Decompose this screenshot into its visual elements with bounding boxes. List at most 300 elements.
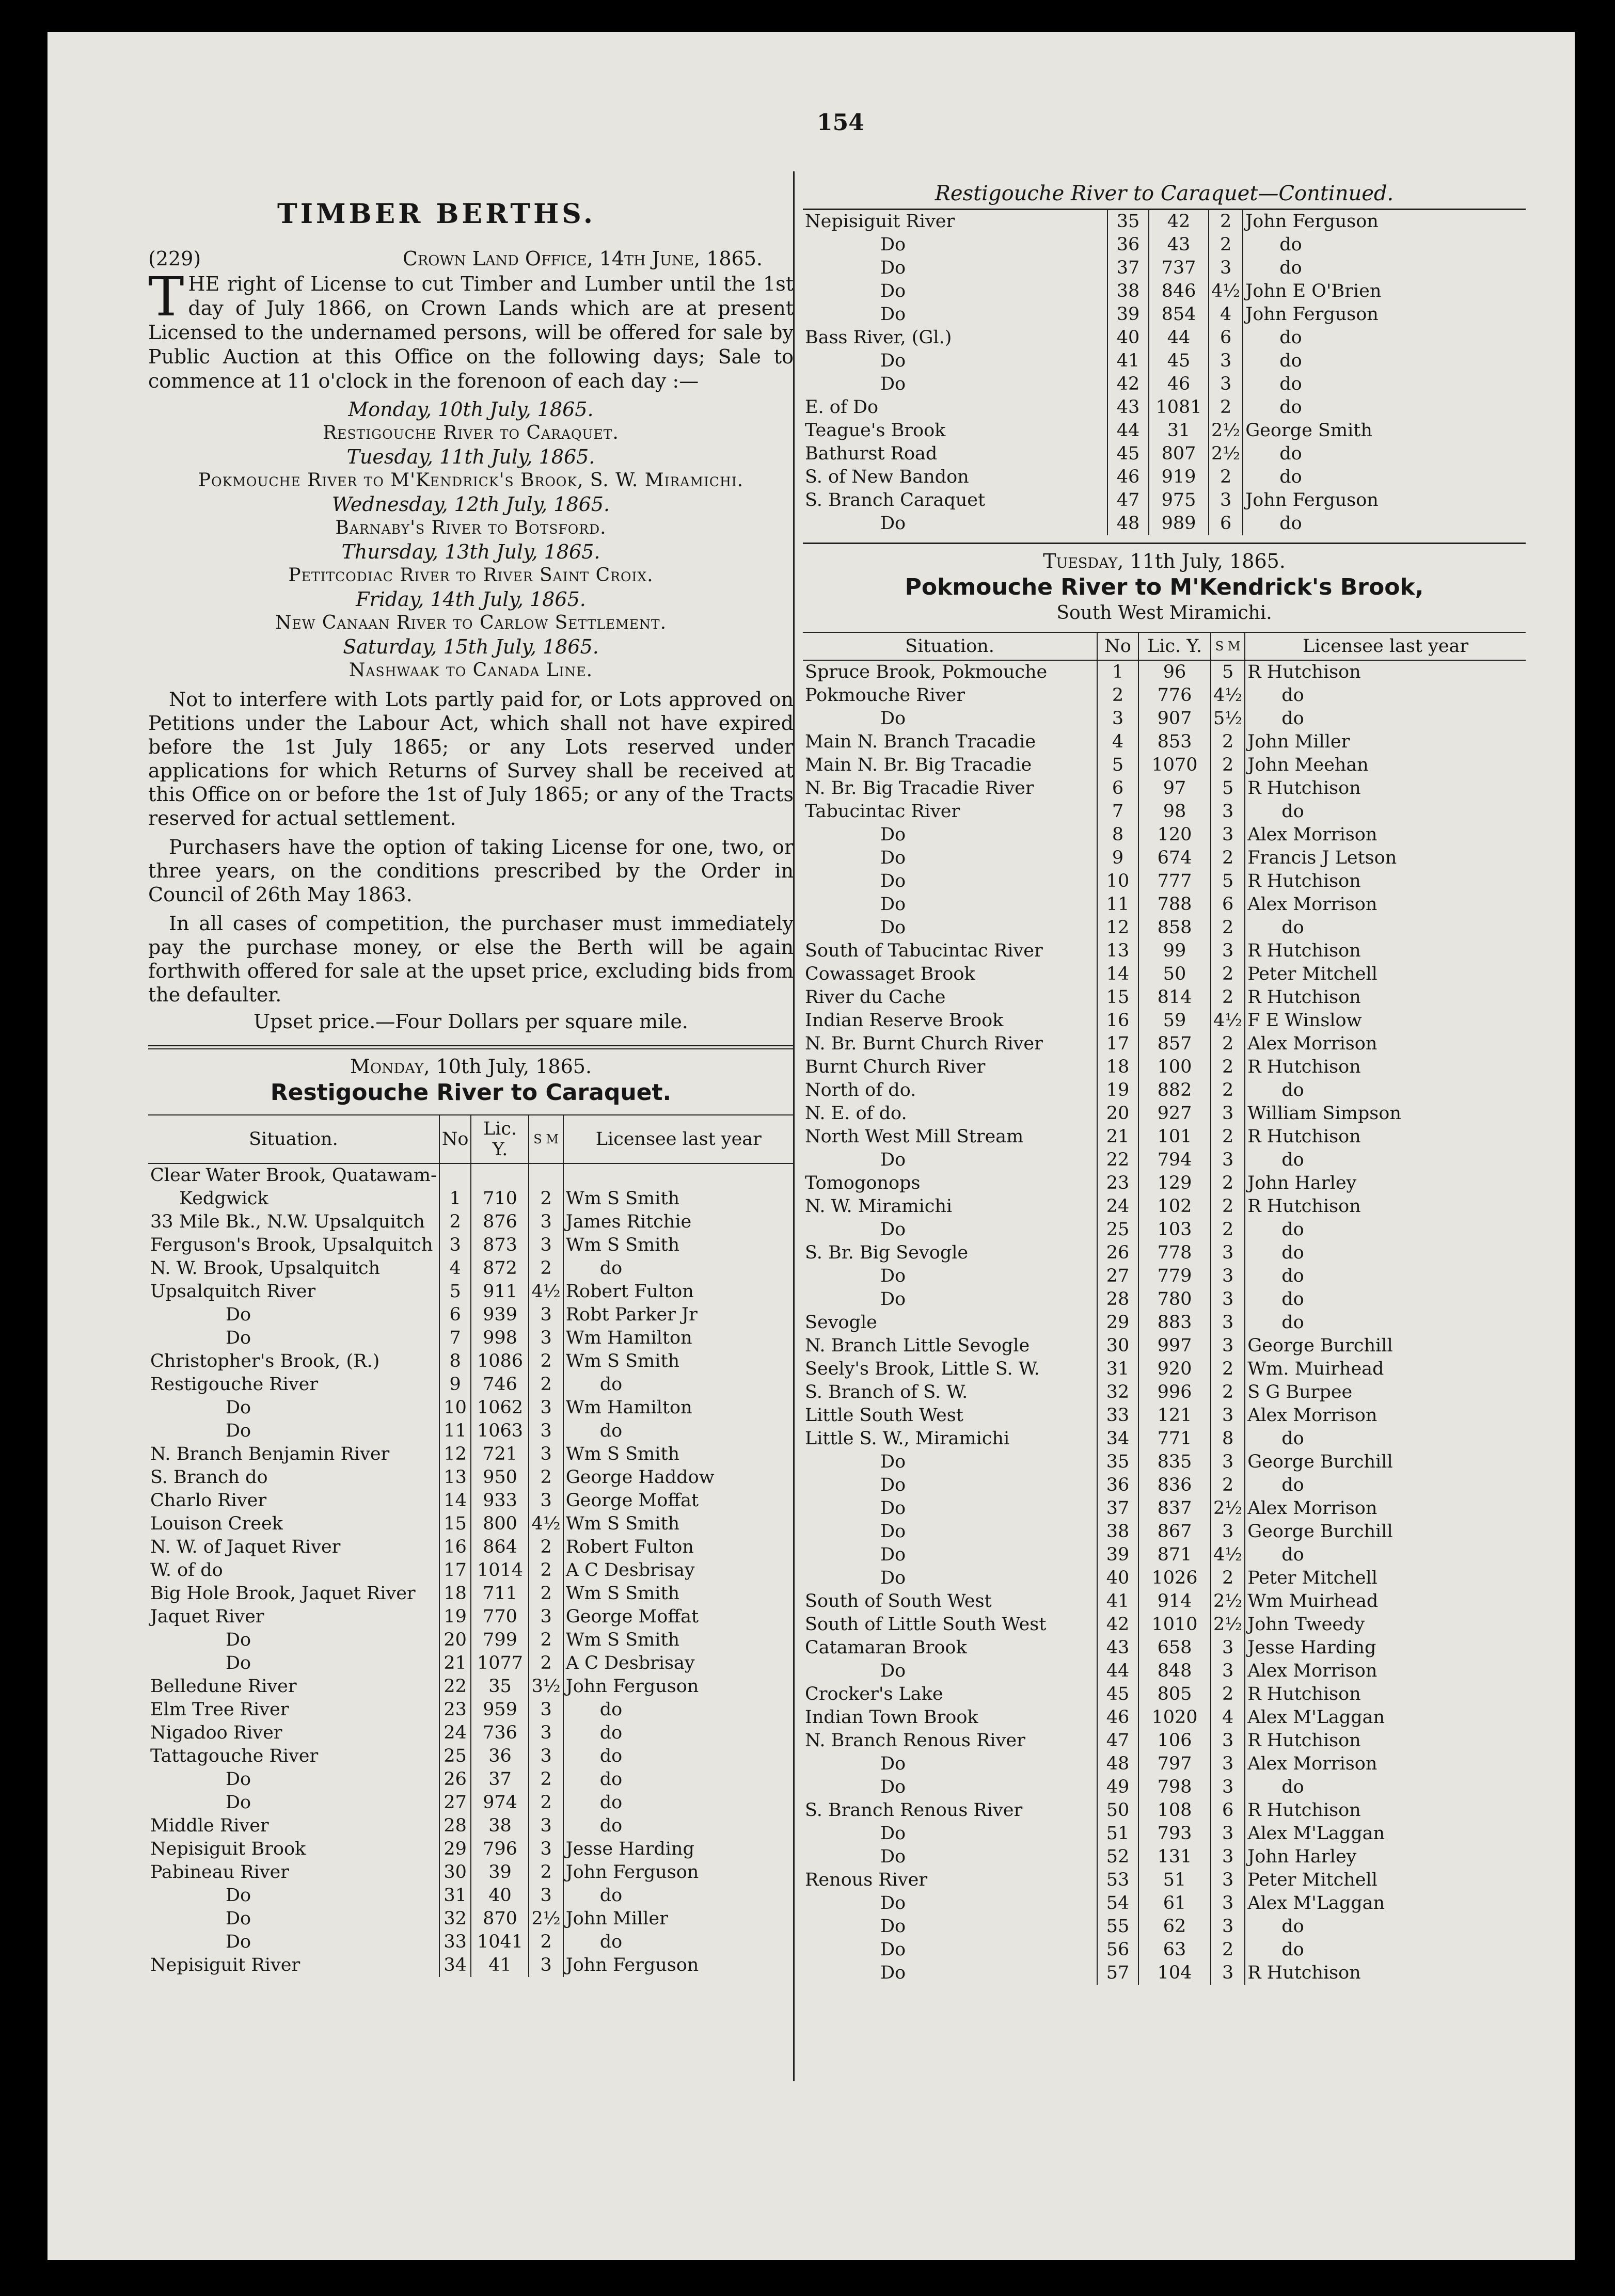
square-miles-cell: 2 [1211, 1358, 1245, 1381]
license-year-cell: 737 [1149, 257, 1209, 280]
square-miles-cell: 4½ [1211, 1543, 1245, 1567]
situation-cell: Do [880, 1939, 906, 1960]
column-header-no: No [1097, 632, 1138, 660]
license-year-cell: 919 [1149, 466, 1209, 489]
number-cell: 6 [439, 1303, 471, 1327]
license-year-cell: 1081 [1149, 396, 1209, 419]
table-row [803, 1683, 1526, 1706]
square-miles-cell: 3 [529, 1489, 563, 1512]
license-year-cell: 102 [1138, 1195, 1211, 1218]
column-header-lic: Lic. Y. [471, 1115, 529, 1163]
table-row [803, 1915, 1526, 1938]
table-row [803, 1195, 1526, 1218]
square-miles-cell: 2 [1211, 1381, 1245, 1404]
licensee-cell: do [1245, 1474, 1526, 1497]
table-row [803, 419, 1526, 442]
situation-cell: Do [880, 281, 906, 301]
square-miles-cell: 3 [529, 1884, 563, 1907]
license-year-cell: 794 [1138, 1149, 1211, 1172]
number-cell: 38 [1097, 1520, 1138, 1543]
licensee-cell: do [563, 1814, 794, 1838]
license-year-cell: 710 [471, 1187, 529, 1210]
right-column [803, 151, 1526, 1985]
sale-schedule [148, 397, 794, 682]
number-cell: 7 [439, 1327, 471, 1350]
number-cell: 51 [1097, 1822, 1138, 1845]
square-miles-cell: 2 [1211, 1195, 1245, 1218]
square-miles-cell: 3 [529, 1814, 563, 1838]
license-year-cell: 45 [1149, 349, 1209, 373]
square-miles-cell: 3 [1211, 1845, 1245, 1869]
table-row [803, 489, 1526, 512]
license-year-cell: 778 [1138, 1241, 1211, 1265]
licensee-cell: Wm Hamilton [563, 1327, 794, 1350]
number-cell: 21 [1097, 1125, 1138, 1149]
situation-cell: N. Br. Burnt Church River [805, 1033, 1043, 1054]
left-column [148, 151, 794, 1977]
situation-cell: Do [880, 1823, 906, 1844]
square-miles-cell: 2 [529, 1350, 563, 1373]
number-cell: 16 [1097, 1009, 1138, 1032]
table-row [803, 986, 1526, 1009]
square-miles-cell: 3 [1209, 489, 1243, 512]
section-heading: TIMBER BERTHS. [277, 198, 596, 230]
number-cell: 40 [1107, 326, 1149, 349]
licensee-cell: do [1245, 1915, 1526, 1938]
table-row [148, 1512, 794, 1536]
square-miles-cell: 5 [1211, 660, 1245, 684]
situation-cell: Do [880, 894, 906, 915]
license-year-cell: 36 [471, 1745, 529, 1768]
licensee-cell: do [1245, 1149, 1526, 1172]
number-cell: 41 [1097, 1590, 1138, 1613]
square-miles-cell: 4½ [529, 1512, 563, 1536]
square-miles-cell: 3 [1211, 1822, 1245, 1845]
license-year-cell: 1020 [1138, 1706, 1211, 1729]
license-year-cell: 998 [471, 1327, 529, 1350]
table-row [803, 847, 1526, 870]
licensee-cell: Wm S Smith [563, 1512, 794, 1536]
table-row [148, 1234, 794, 1257]
number-cell: 19 [439, 1605, 471, 1629]
licensee-cell: do [1243, 349, 1526, 373]
situation-cell: Tomogonops [805, 1173, 921, 1193]
license-year-cell: 1086 [471, 1350, 529, 1373]
table-body [803, 660, 1526, 1985]
number-cell: 14 [439, 1489, 471, 1512]
license-year-cell: 848 [1138, 1660, 1211, 1683]
square-miles-cell: 3 [529, 1327, 563, 1350]
notice-text: HE right of License to cut Timber and Lumber until the 1st day of July 1866, on Crown Lands which are at present Licensed to the undernamed persons, will be offered for sale by Public Auction at this Office on the following days; Sale to commence at 11 o'clock in the forenoon of each day :— [148, 273, 794, 392]
square-miles-cell: 3 [1209, 257, 1243, 280]
situation-cell: Do [880, 1568, 906, 1588]
licensee-cell: do [1243, 396, 1526, 419]
license-year-cell: 907 [1138, 707, 1211, 730]
license-year-cell: 1077 [471, 1652, 529, 1675]
license-year-cell: 776 [1138, 684, 1211, 707]
number-cell: 30 [1097, 1334, 1138, 1358]
table-row [803, 1590, 1526, 1613]
situation-cell: Do [880, 1544, 906, 1565]
situation-cell: Do [226, 1328, 251, 1348]
license-year-cell: 97 [1138, 777, 1211, 800]
square-miles-cell: 4½ [1211, 684, 1245, 707]
number-cell: 32 [439, 1907, 471, 1931]
table-row [803, 893, 1526, 916]
square-miles-cell: 3 [1211, 823, 1245, 847]
number-cell: 43 [1107, 396, 1149, 419]
situation-cell: E. of Do [805, 397, 879, 418]
square-miles-cell: 2 [529, 1652, 563, 1675]
square-miles-cell: 4½ [529, 1280, 563, 1303]
license-year-cell: 35 [471, 1675, 529, 1698]
license-year-cell: 37 [471, 1768, 529, 1791]
license-year-cell: 989 [1149, 512, 1209, 535]
licensee-cell: Jesse Harding [563, 1838, 794, 1861]
license-year-cell: 40 [471, 1884, 529, 1907]
license-year-cell: 864 [471, 1536, 529, 1559]
licensee-cell: Wm S Smith [563, 1234, 794, 1257]
licensee-cell: John Ferguson [1243, 489, 1526, 512]
square-miles-cell: 2 [1211, 1683, 1245, 1706]
square-miles-cell: 2 [1211, 1079, 1245, 1102]
square-miles-cell: 3 [1211, 1660, 1245, 1683]
number-cell: 1 [439, 1187, 471, 1210]
license-year-cell: 959 [471, 1698, 529, 1721]
table-row [803, 1938, 1526, 1962]
license-year-cell: 1062 [471, 1396, 529, 1420]
square-miles-cell: 2 [529, 1931, 563, 1954]
square-miles-cell: 2 [529, 1536, 563, 1559]
licensee-cell: do [1243, 442, 1526, 466]
licensee-cell: Wm Muirhead [1245, 1590, 1526, 1613]
number-cell: 37 [1107, 257, 1149, 280]
table-row [148, 1675, 794, 1698]
situation-cell: Do [880, 871, 906, 891]
license-year-cell: 62 [1138, 1915, 1211, 1938]
square-miles-cell: 6 [1211, 1799, 1245, 1822]
number-cell: 21 [439, 1652, 471, 1675]
number-cell: 8 [439, 1350, 471, 1373]
licensee-cell: John Ferguson [1243, 210, 1526, 234]
number-cell: 5 [439, 1280, 471, 1303]
number-cell: 22 [439, 1675, 471, 1698]
continued-title: Restigouche River to Caraquet—Continued. [935, 182, 1394, 205]
licensee-cell: do [1243, 233, 1526, 257]
license-year-cell: 38 [471, 1814, 529, 1838]
license-year-cell: 674 [1138, 847, 1211, 870]
situation-cell: N. W. Brook, Upsalquitch [150, 1258, 381, 1279]
square-miles-cell: 2 [1209, 466, 1243, 489]
license-year-cell: 871 [1138, 1543, 1211, 1567]
square-miles-cell: 2 [529, 1373, 563, 1396]
license-year-cell: 100 [1138, 1056, 1211, 1079]
square-miles-cell: 2 [1211, 1567, 1245, 1590]
license-year-cell: 914 [1138, 1590, 1211, 1613]
number-cell: 5 [1097, 754, 1138, 777]
table-body [148, 1163, 794, 1977]
licensee-cell: R Hutchison [1245, 777, 1526, 800]
licensee-cell: do [563, 1420, 794, 1443]
square-miles-cell: 3 [529, 1954, 563, 1977]
table-row [803, 396, 1526, 419]
licensee-cell: do [563, 1721, 794, 1745]
licensee-cell: do [1245, 1265, 1526, 1288]
number-cell: 34 [439, 1954, 471, 1977]
table-row [148, 1396, 794, 1420]
situation-cell: Do [880, 1963, 906, 1983]
situation-cell: Middle River [150, 1815, 269, 1836]
square-miles-cell: 2½ [529, 1907, 563, 1931]
situation-cell: Do [880, 1753, 906, 1774]
licensee-cell: do [1245, 1938, 1526, 1962]
situation-cell: Do [880, 1893, 906, 1914]
square-miles-cell: 3 [1209, 349, 1243, 373]
table-row [148, 1838, 794, 1861]
situation-cell: Restigouche River [150, 1374, 319, 1395]
situation-cell: N. W. Miramichi [805, 1196, 953, 1217]
number-cell: 14 [1097, 963, 1138, 986]
licensee-cell: Alex Morrison [1245, 1497, 1526, 1520]
number-cell: 3 [1097, 707, 1138, 730]
situation-cell: Louison Creek [150, 1513, 283, 1534]
licensee-cell: do [563, 1768, 794, 1791]
square-miles-cell: 3 [1209, 373, 1243, 396]
square-miles-cell: 2 [1211, 1474, 1245, 1497]
situation-cell: N. Branch Benjamin River [150, 1444, 390, 1464]
licensee-cell: John E O'Brien [1243, 280, 1526, 303]
table-row [803, 257, 1526, 280]
number-cell: 36 [1097, 1474, 1138, 1497]
table-row [148, 1768, 794, 1791]
number-cell: 15 [1097, 986, 1138, 1009]
license-year-cell: 920 [1138, 1358, 1211, 1381]
situation-cell: Little South West [805, 1405, 963, 1426]
square-miles-cell: 2½ [1209, 442, 1243, 466]
square-miles-cell: 2 [1209, 233, 1243, 257]
square-miles-cell: 2 [529, 1582, 563, 1605]
square-miles-cell: 3 [529, 1303, 563, 1327]
licensee-cell: John Harley [1245, 1172, 1526, 1195]
number-cell: 31 [1097, 1358, 1138, 1381]
number-cell: 10 [439, 1396, 471, 1420]
licensee-cell: A C Desbrisay [563, 1652, 794, 1675]
number-cell: 13 [439, 1466, 471, 1489]
number-cell: 24 [1097, 1195, 1138, 1218]
licensee-cell: R Hutchison [1245, 870, 1526, 893]
square-miles-cell: 3 [1211, 1869, 1245, 1892]
table-body [803, 210, 1526, 536]
square-miles-cell: 3 [1211, 1265, 1245, 1288]
license-year-cell: 777 [1138, 870, 1211, 893]
situation-cell: Do [226, 1397, 251, 1418]
licensee-cell: R Hutchison [1245, 1962, 1526, 1985]
license-year-cell: 43 [1149, 233, 1209, 257]
square-miles-cell: 2 [1211, 963, 1245, 986]
number-cell: 16 [439, 1536, 471, 1559]
number-cell: 1 [1097, 660, 1138, 684]
situation-cell: Tabucintac River [805, 801, 960, 822]
situation-cell: Nepisiguit Brook [150, 1839, 306, 1859]
situation-cell: Do [880, 824, 906, 845]
column-header-licensee: Licensee last year [1245, 632, 1526, 660]
situation-cell: S. Branch Caraquet [805, 490, 986, 511]
square-miles-cell: 2 [1211, 1218, 1245, 1241]
situation-cell: 33 Mile Bk., N.W. Upsalquitch [150, 1211, 425, 1232]
licensee-cell: do [1245, 1427, 1526, 1450]
square-miles-cell: 4 [1209, 303, 1243, 326]
licensee-cell: do [1245, 1218, 1526, 1241]
situation-cell: Catamaran Brook [805, 1637, 967, 1658]
license-year-cell [471, 1163, 529, 1187]
licensee-cell: F E Winslow [1245, 1009, 1526, 1032]
license-year-cell: 771 [1138, 1427, 1211, 1450]
berths-table-restigouche [148, 1114, 794, 1977]
number-cell: 26 [1097, 1241, 1138, 1265]
square-miles-cell: 3 [1211, 1102, 1245, 1125]
number-cell: 32 [1097, 1381, 1138, 1404]
number-cell: 41 [1107, 349, 1149, 373]
square-miles-cell: 2 [1211, 1938, 1245, 1962]
licensee-cell: do [1245, 800, 1526, 823]
square-miles-cell: 3 [529, 1838, 563, 1861]
licensee-cell: do [1245, 1241, 1526, 1265]
column-header-lic: Lic. Y. [1138, 632, 1211, 660]
situation-cell: Little S. W., Miramichi [805, 1428, 1010, 1449]
number-cell: 46 [1107, 466, 1149, 489]
situation-cell: Clear Water Brook, Quatawam- [150, 1165, 437, 1186]
licensee-cell: do [1243, 512, 1526, 535]
square-miles-cell: 3 [1211, 1450, 1245, 1474]
license-year-cell: 996 [1138, 1381, 1211, 1404]
licensee-cell: John Meehan [1245, 754, 1526, 777]
table-row [148, 1489, 794, 1512]
situation-cell: S. of New Bandon [805, 467, 969, 487]
license-year-cell: 61 [1138, 1892, 1211, 1915]
table-row [803, 1149, 1526, 1172]
number-cell: 46 [1097, 1706, 1138, 1729]
situation-cell: Bass River, (Gl.) [805, 327, 952, 348]
license-year-cell: 31 [1149, 419, 1209, 442]
square-miles-cell: 3 [1211, 1752, 1245, 1776]
situation-cell: Belledune River [150, 1676, 297, 1697]
square-miles-cell: 2 [1211, 1032, 1245, 1056]
license-year-cell: 1014 [471, 1559, 529, 1582]
table-row [148, 1907, 794, 1931]
page-number: 154 [817, 109, 864, 136]
number-cell: 13 [1097, 939, 1138, 963]
number-cell: 11 [439, 1420, 471, 1443]
licensee-cell [563, 1163, 794, 1187]
licensee-cell: John Harley [1245, 1845, 1526, 1869]
number-cell: 47 [1097, 1729, 1138, 1752]
license-year-cell: 50 [1138, 963, 1211, 986]
square-miles-cell: 2½ [1209, 419, 1243, 442]
table-row [803, 303, 1526, 326]
number-cell: 29 [439, 1838, 471, 1861]
licensee-cell: Wm Hamilton [563, 1396, 794, 1420]
square-miles-cell: 2 [529, 1559, 563, 1582]
license-year-cell: 933 [471, 1489, 529, 1512]
situation-cell: Do [880, 1498, 906, 1519]
office-line: Crown Land Office, 14th June, 1865. [402, 247, 763, 270]
license-year-cell: 711 [471, 1582, 529, 1605]
licensee-cell: Robert Fulton [563, 1280, 794, 1303]
license-year-cell: 1026 [1138, 1567, 1211, 1590]
square-miles-cell: 3 [529, 1745, 563, 1768]
number-cell: 26 [439, 1768, 471, 1791]
number-cell: 17 [1097, 1032, 1138, 1056]
table-row [803, 1474, 1526, 1497]
table-row [148, 1280, 794, 1303]
square-miles-cell: 6 [1209, 512, 1243, 535]
licensee-cell: George Burchill [1245, 1450, 1526, 1474]
licensee-cell: Wm S Smith [563, 1350, 794, 1373]
license-year-cell: 39 [471, 1861, 529, 1884]
license-year-cell: 805 [1138, 1683, 1211, 1706]
square-miles-cell: 3 [1211, 1892, 1245, 1915]
square-miles-cell: 4½ [1211, 1009, 1245, 1032]
license-year-cell: 854 [1149, 303, 1209, 326]
number-cell: 52 [1097, 1845, 1138, 1869]
situation-cell: Pokmouche River [805, 685, 965, 706]
square-miles-cell: 3 [529, 1605, 563, 1629]
number-cell: 33 [1097, 1404, 1138, 1427]
square-miles-cell: 3 [529, 1721, 563, 1745]
licensee-cell: William Simpson [1245, 1102, 1526, 1125]
table-row [803, 1799, 1526, 1822]
license-year-cell: 101 [1138, 1125, 1211, 1149]
situation-cell: Do [880, 1150, 906, 1170]
table-row [803, 1358, 1526, 1381]
table-row [148, 1163, 794, 1187]
schedule-date: Wednesday, 12th July, 1865. [331, 493, 610, 516]
license-year-cell: 42 [1149, 210, 1209, 234]
square-miles-cell: 3 [1211, 939, 1245, 963]
number-cell: 39 [1107, 303, 1149, 326]
square-miles-cell: 2 [529, 1187, 563, 1210]
situation-cell: Indian Reserve Brook [805, 1010, 1004, 1031]
licensee-cell: R Hutchison [1245, 1056, 1526, 1079]
square-miles-cell: 3½ [529, 1675, 563, 1698]
license-year-cell: 46 [1149, 373, 1209, 396]
number-cell: 2 [1097, 684, 1138, 707]
square-miles-cell: 5½ [1211, 707, 1245, 730]
number-cell: 4 [439, 1257, 471, 1280]
table-row [803, 1706, 1526, 1729]
licensee-cell: R Hutchison [1245, 1125, 1526, 1149]
situation-cell: Kedgwick [179, 1188, 268, 1209]
table-row [803, 1404, 1526, 1427]
table-row [148, 1698, 794, 1721]
situation-cell: Christopher's Brook, (R.) [150, 1351, 380, 1372]
licensee-cell: R Hutchison [1245, 1729, 1526, 1752]
licensee-cell: Peter Mitchell [1245, 1869, 1526, 1892]
situation-cell: S. Branch of S. W. [805, 1382, 968, 1402]
number-cell: 2 [439, 1210, 471, 1234]
situation-cell: Ferguson's Brook, Upsalquitch [150, 1235, 433, 1255]
number-cell: 20 [439, 1629, 471, 1652]
license-paragraph: Purchasers have the option of taking License for one, two, or three years, on the conditions prescribed by the Order in Council of 26th May 1863. [148, 836, 794, 906]
number-cell: 29 [1097, 1311, 1138, 1334]
section-date: Monday, 10th July, 1865. [350, 1055, 592, 1078]
number-cell: 8 [1097, 823, 1138, 847]
square-miles-cell: 3 [1211, 1776, 1245, 1799]
schedule-river: Petitcodiac River to River Saint Croix. [288, 565, 654, 586]
table-row [148, 1187, 794, 1210]
square-miles-cell: 2 [1211, 754, 1245, 777]
square-miles-cell: 4½ [1209, 280, 1243, 303]
